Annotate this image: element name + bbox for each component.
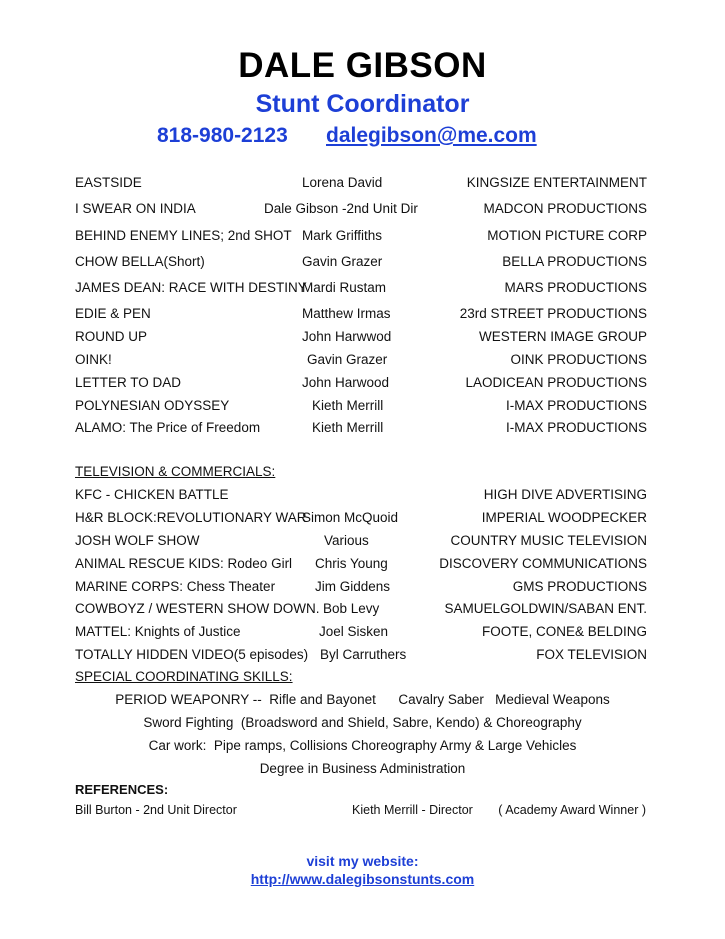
credit-title: ROUND UP — [75, 329, 148, 344]
credit-director: Kieth Merrill — [312, 420, 384, 435]
credit-director: Dale Gibson -2nd Unit Dir — [264, 201, 418, 216]
resume-role: Stunt Coordinator — [255, 90, 470, 118]
credit-title: ANIMAL RESCUE KIDS: Rodeo Girl — [75, 556, 293, 571]
credit-company: OINK PRODUCTIONS — [510, 352, 647, 367]
credit-company: 23rd STREET PRODUCTIONS — [459, 306, 647, 321]
credit-director: Mark Griffiths — [302, 228, 383, 243]
credit-director: Various — [324, 533, 369, 548]
credit-director: Jim Giddens — [315, 579, 391, 594]
credit-director: Joel Sisken — [319, 624, 389, 639]
credit-director: Byl Carruthers — [320, 647, 407, 662]
credit-director: Matthew Irmas — [302, 306, 391, 321]
reference-1: Bill Burton - 2nd Unit Director — [75, 803, 237, 817]
credit-title: EDIE & PEN — [75, 306, 151, 321]
phone-number: 818-980-2123 — [157, 124, 288, 147]
credit-director: Mardi Rustam — [302, 280, 387, 295]
credit-company: DISCOVERY COMMUNICATIONS — [439, 556, 647, 571]
references-heading: REFERENCES: — [75, 782, 169, 797]
credit-company: IMPERIAL WOODPECKER — [481, 510, 647, 525]
credit-company: MADCON PRODUCTIONS — [483, 201, 647, 216]
credit-company: COUNTRY MUSIC TELEVISION — [450, 533, 647, 548]
credit-director: Kieth Merrill — [312, 398, 384, 413]
credit-title: OINK! — [75, 352, 112, 367]
credit-director: John Harwood — [302, 375, 390, 390]
credit-title: ALAMO: The Price of Freedom — [75, 420, 261, 435]
website-link[interactable]: http://www.dalegibsonstunts.com — [250, 871, 475, 887]
credit-title: BEHIND ENEMY LINES; 2nd SHOT — [75, 228, 292, 243]
credit-title: JOSH WOLF SHOW — [75, 533, 200, 548]
credit-company: SAMUELGOLDWIN/SABAN ENT. — [444, 601, 647, 616]
credit-title: POLYNESIAN ODYSSEY — [75, 398, 230, 413]
tv-section-heading: TELEVISION & COMMERCIALS: — [75, 464, 276, 479]
reference-2: Kieth Merrill - Director — [352, 803, 473, 817]
credit-title: MARINE CORPS: Chess Theater — [75, 579, 276, 594]
credit-title: MATTEL: Knights of Justice — [75, 624, 241, 639]
credit-company: HIGH DIVE ADVERTISING — [483, 487, 647, 502]
credit-director: John Harwwod — [302, 329, 392, 344]
skill-line-degree: Degree in Business Administration — [259, 761, 466, 776]
credit-company: BELLA PRODUCTIONS — [502, 254, 647, 269]
credit-director: Gavin Grazer — [302, 254, 383, 269]
credit-title: EASTSIDE — [75, 175, 142, 190]
credit-title: CHOW BELLA(Short) — [75, 254, 205, 269]
resume-name: DALE GIBSON — [238, 46, 487, 85]
reference-2-note: ( Academy Award Winner ) — [498, 803, 646, 817]
credit-title: TOTALLY HIDDEN VIDEO(5 episodes) — [75, 647, 309, 662]
credit-company: WESTERN IMAGE GROUP — [478, 329, 647, 344]
skill-line-weaponry: PERIOD WEAPONRY -- Rifle and Bayonet Cavalry Saber Medieval Weapons — [115, 692, 610, 707]
credit-director: Lorena David — [302, 175, 383, 190]
credit-title: KFC - CHICKEN BATTLE — [75, 487, 229, 502]
credit-company: FOX TELEVISION — [536, 647, 647, 662]
email-link[interactable]: dalegibson@me.com — [326, 124, 537, 147]
credit-company: I-MAX PRODUCTIONS — [505, 420, 647, 435]
skills-section-heading: SPECIAL COORDINATING SKILLS: — [75, 669, 293, 684]
credit-title: LETTER TO DAD — [75, 375, 182, 390]
credit-title: JAMES DEAN: RACE WITH DESTINY — [75, 280, 307, 295]
credit-company: LAODICEAN PRODUCTIONS — [465, 375, 647, 390]
credit-director: Bob Levy — [323, 601, 380, 616]
credit-company: FOOTE, CONE& BELDING — [481, 624, 647, 639]
credit-director: Simon McQuoid — [302, 510, 399, 525]
credit-company: I-MAX PRODUCTIONS — [505, 398, 647, 413]
credit-title: I SWEAR ON INDIA — [75, 201, 196, 216]
credit-title: H&R BLOCK:REVOLUTIONARY WAR — [75, 510, 307, 525]
credit-company: GMS PRODUCTIONS — [512, 579, 647, 594]
website-label: visit my website: — [306, 853, 419, 869]
credit-company: MARS PRODUCTIONS — [504, 280, 647, 295]
credit-company: MOTION PICTURE CORP — [487, 228, 647, 243]
credit-company: KINGSIZE ENTERTAINMENT — [466, 175, 647, 190]
skill-line-sword: Sword Fighting (Broadsword and Shield, Sabre, Kendo) & Choreography — [143, 715, 582, 730]
credit-title: COWBOYZ / WESTERN SHOW DOWN. — [75, 601, 320, 616]
skill-line-car-work: Car work: Pipe ramps, Collisions Choreography Army & Large Vehicles — [148, 738, 577, 753]
credit-director: Chris Young — [315, 556, 388, 571]
credit-director: Gavin Grazer — [307, 352, 388, 367]
